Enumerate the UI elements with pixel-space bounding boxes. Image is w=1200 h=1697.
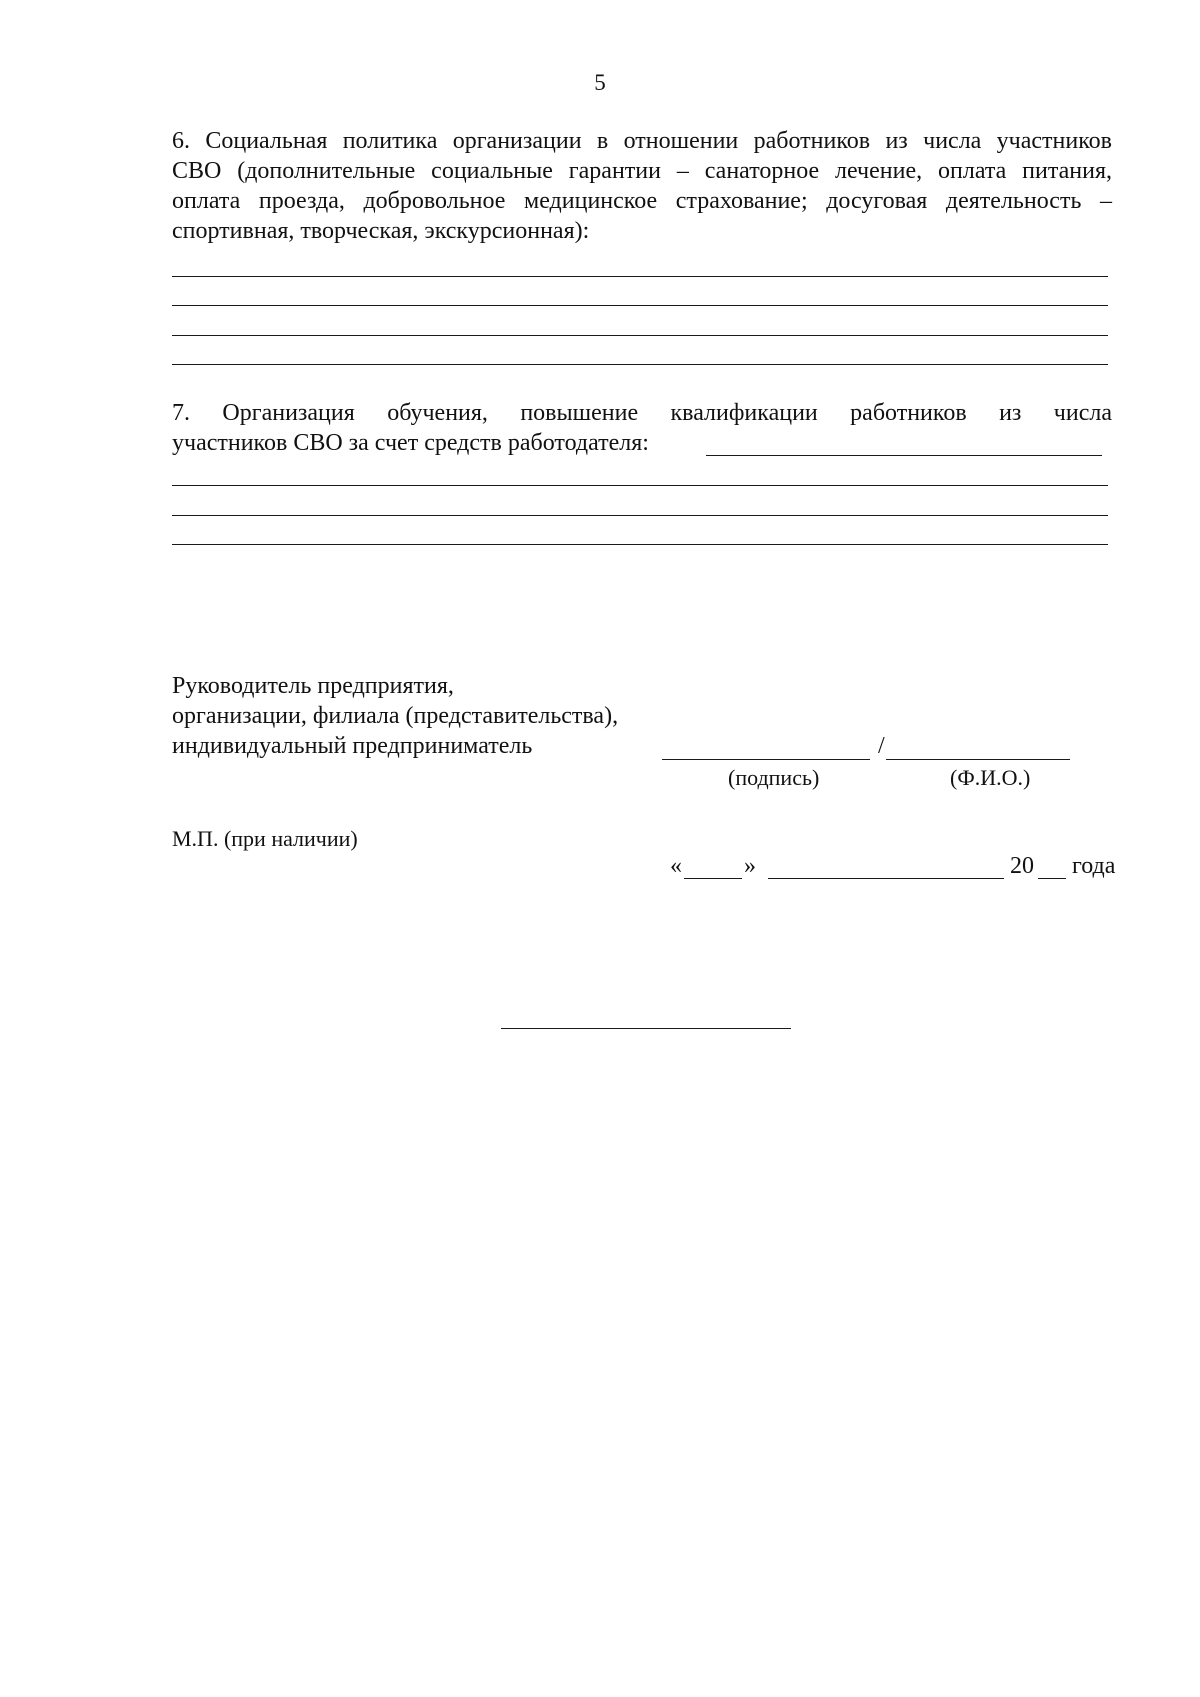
signature-field[interactable] xyxy=(662,759,870,760)
section-6-line-1: 6. Социальная политика организации в отношении работников из числа участников xyxy=(172,128,1112,154)
full-name-caption: (Ф.И.О.) xyxy=(950,765,1031,790)
stamp-label: М.П. (при наличии) xyxy=(172,826,358,851)
date-month-field[interactable] xyxy=(768,878,1004,879)
signature-caption: (подпись) xyxy=(728,765,820,790)
answer-line-7-1[interactable] xyxy=(172,485,1108,486)
signer-role-line-3: индивидуальный предприниматель xyxy=(172,733,533,759)
answer-inline-line-7[interactable] xyxy=(706,455,1102,456)
date-suffix: года xyxy=(1072,853,1116,879)
date-century: 20 xyxy=(1010,853,1034,879)
answer-line-6-2[interactable] xyxy=(172,305,1108,306)
answer-line-6-4[interactable] xyxy=(172,364,1108,365)
date-open-quote: « xyxy=(670,853,682,879)
full-name-field[interactable] xyxy=(886,759,1070,760)
section-6-line-4: спортивная, творческая, экскурсионная): xyxy=(172,218,590,244)
page-number: 5 xyxy=(594,70,606,95)
section-6-line-2: СВО (дополнительные социальные гарантии – санаторное лечение, оплата питания, xyxy=(172,158,1112,184)
answer-line-7-3[interactable] xyxy=(172,544,1108,545)
answer-line-6-1[interactable] xyxy=(172,276,1108,277)
date-close-quote: » xyxy=(744,853,756,879)
signer-role-line-1: Руководитель предприятия, xyxy=(172,673,454,699)
signature-separator: / xyxy=(878,733,885,759)
signer-role-line-2: организации, филиала (представительства), xyxy=(172,703,619,729)
answer-line-7-2[interactable] xyxy=(172,515,1108,516)
answer-line-6-3[interactable] xyxy=(172,335,1108,336)
date-year-field[interactable] xyxy=(1038,878,1066,879)
date-day-field[interactable] xyxy=(684,878,742,879)
section-7-line-2: участников СВО за счет средств работодателя: xyxy=(172,430,649,456)
document-end-divider xyxy=(501,1028,791,1029)
section-6-line-3: оплата проезда, добровольное медицинское страхование; досуговая деятельность – xyxy=(172,188,1112,214)
section-7-line-1: 7. Организация обучения, повышение квалификации работников из числа xyxy=(172,400,1112,426)
